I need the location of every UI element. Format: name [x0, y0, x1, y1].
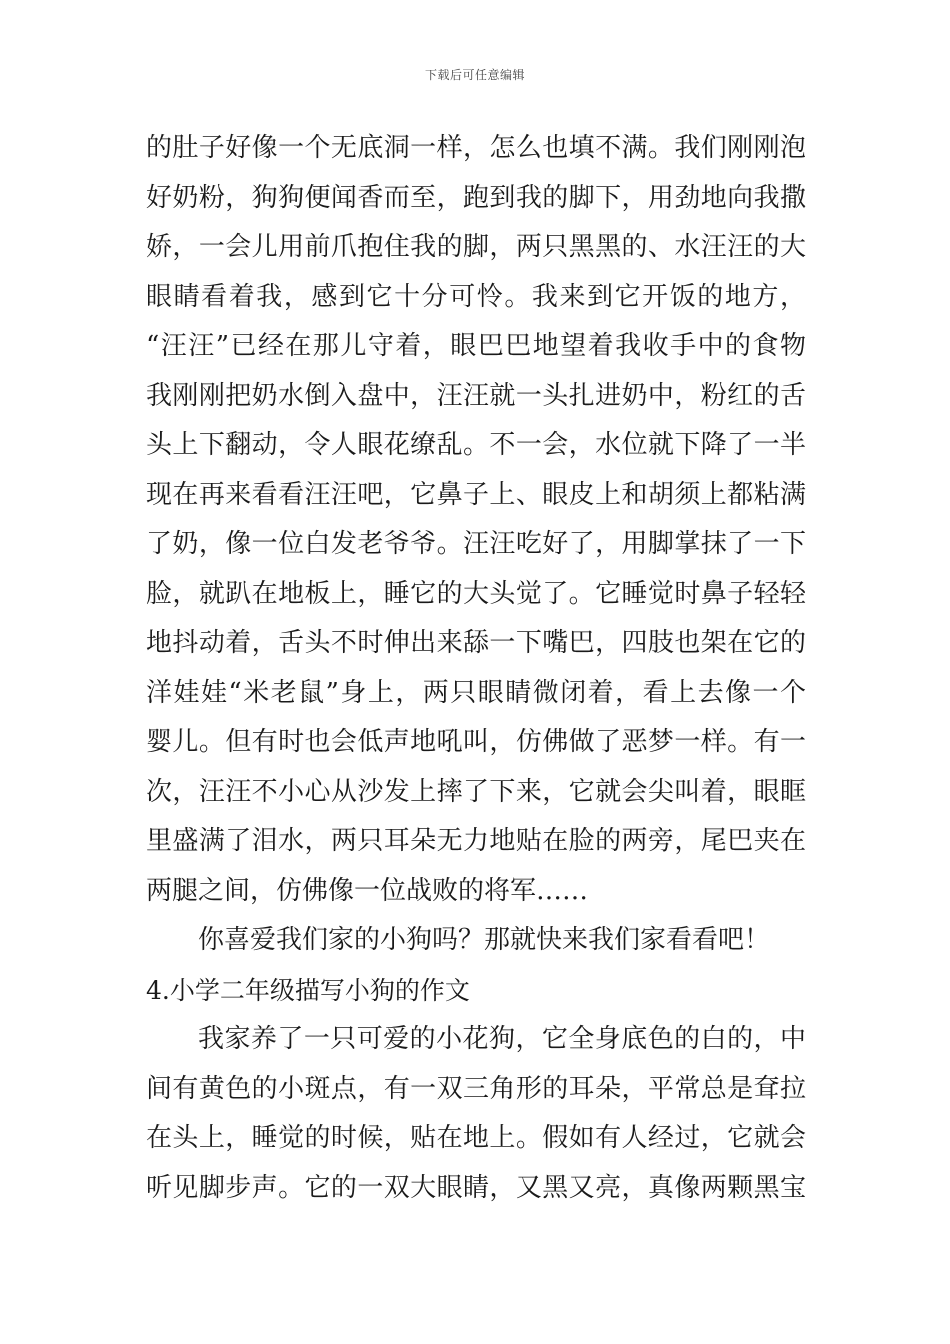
text-line: “汪汪”已经在那儿守着，眼巴巴地望着我收手中的食物	[146, 331, 806, 361]
text-line: 间有黄色的小斑点，有一双三角形的耳朵，平常总是耷拉	[146, 1073, 806, 1104]
text-line: 好奶粉，狗狗便闻香而至，跑到我的脚下，用劲地向我撒	[146, 182, 806, 213]
text-line: 脸，就趴在地板上，睡它的大头觉了。它睡觉时鼻子轻轻	[146, 578, 806, 609]
document-body	[146, 124, 806, 1213]
text-line: 了奶，像一位白发老爷爷。汪汪吃好了，用脚掌抹了一下	[146, 529, 806, 559]
text-line: 地抖动着，舌头不时伸出来舔一下嘴巴，四肢也架在它的	[146, 628, 806, 658]
text-line: 我刚刚把奶水倒入盘中，汪汪就一头扎进奶中，粉红的舌	[146, 380, 806, 411]
text-line: 娇，一会儿用前爪抱住我的脚，两只黑黑的、水汪汪的大	[146, 232, 806, 262]
text-line: 洋娃娃“米老鼠”身上，两只眼睛微闭着，看上去像一个	[146, 677, 806, 708]
text-line: 眼睛看着我，感到它十分可怜。我来到它开饭的地方，	[146, 281, 806, 312]
text-line: 的肚子好像一个无底洞一样，怎么也填不满。我们刚刚泡	[146, 133, 806, 163]
text-line: 你喜爱我们家的小狗吗？那就快来我们家看看吧！	[198, 925, 771, 955]
text-line: 头上下翻动，令人眼花缭乱。不一会，水位就下降了一半	[146, 430, 806, 460]
text-line: 听见脚步声。它的一双大眼睛，又黑又亮，真像两颗黑宝	[146, 1172, 806, 1203]
text-line: 次，汪汪不小心从沙发上摔了下来，它就会尖叫着，眼眶	[146, 776, 806, 807]
text-line: 里盛满了泪水，两只耳朵无力地贴在脸的两旁，尾巴夹在	[146, 826, 806, 856]
text-line: 两腿之间，仿佛像一位战败的将军……	[146, 875, 589, 906]
text-line: 现在再来看看汪汪吧，它鼻子上、眼皮上和胡须上都粘满	[146, 479, 806, 510]
text-line: 在头上，睡觉的时候，贴在地上。假如有人经过，它就会	[146, 1123, 806, 1153]
page-header: 下载后可任意编辑	[424, 68, 525, 82]
text-line: 我家养了一只可爱的小花狗，它全身底色的白的，中	[198, 1024, 806, 1054]
text-line: 婴儿。但有时也会低声地吼叫，仿佛做了恶梦一样。有一	[146, 727, 806, 757]
section-heading: 4.小学二年级描写小狗的作文	[146, 975, 470, 1005]
